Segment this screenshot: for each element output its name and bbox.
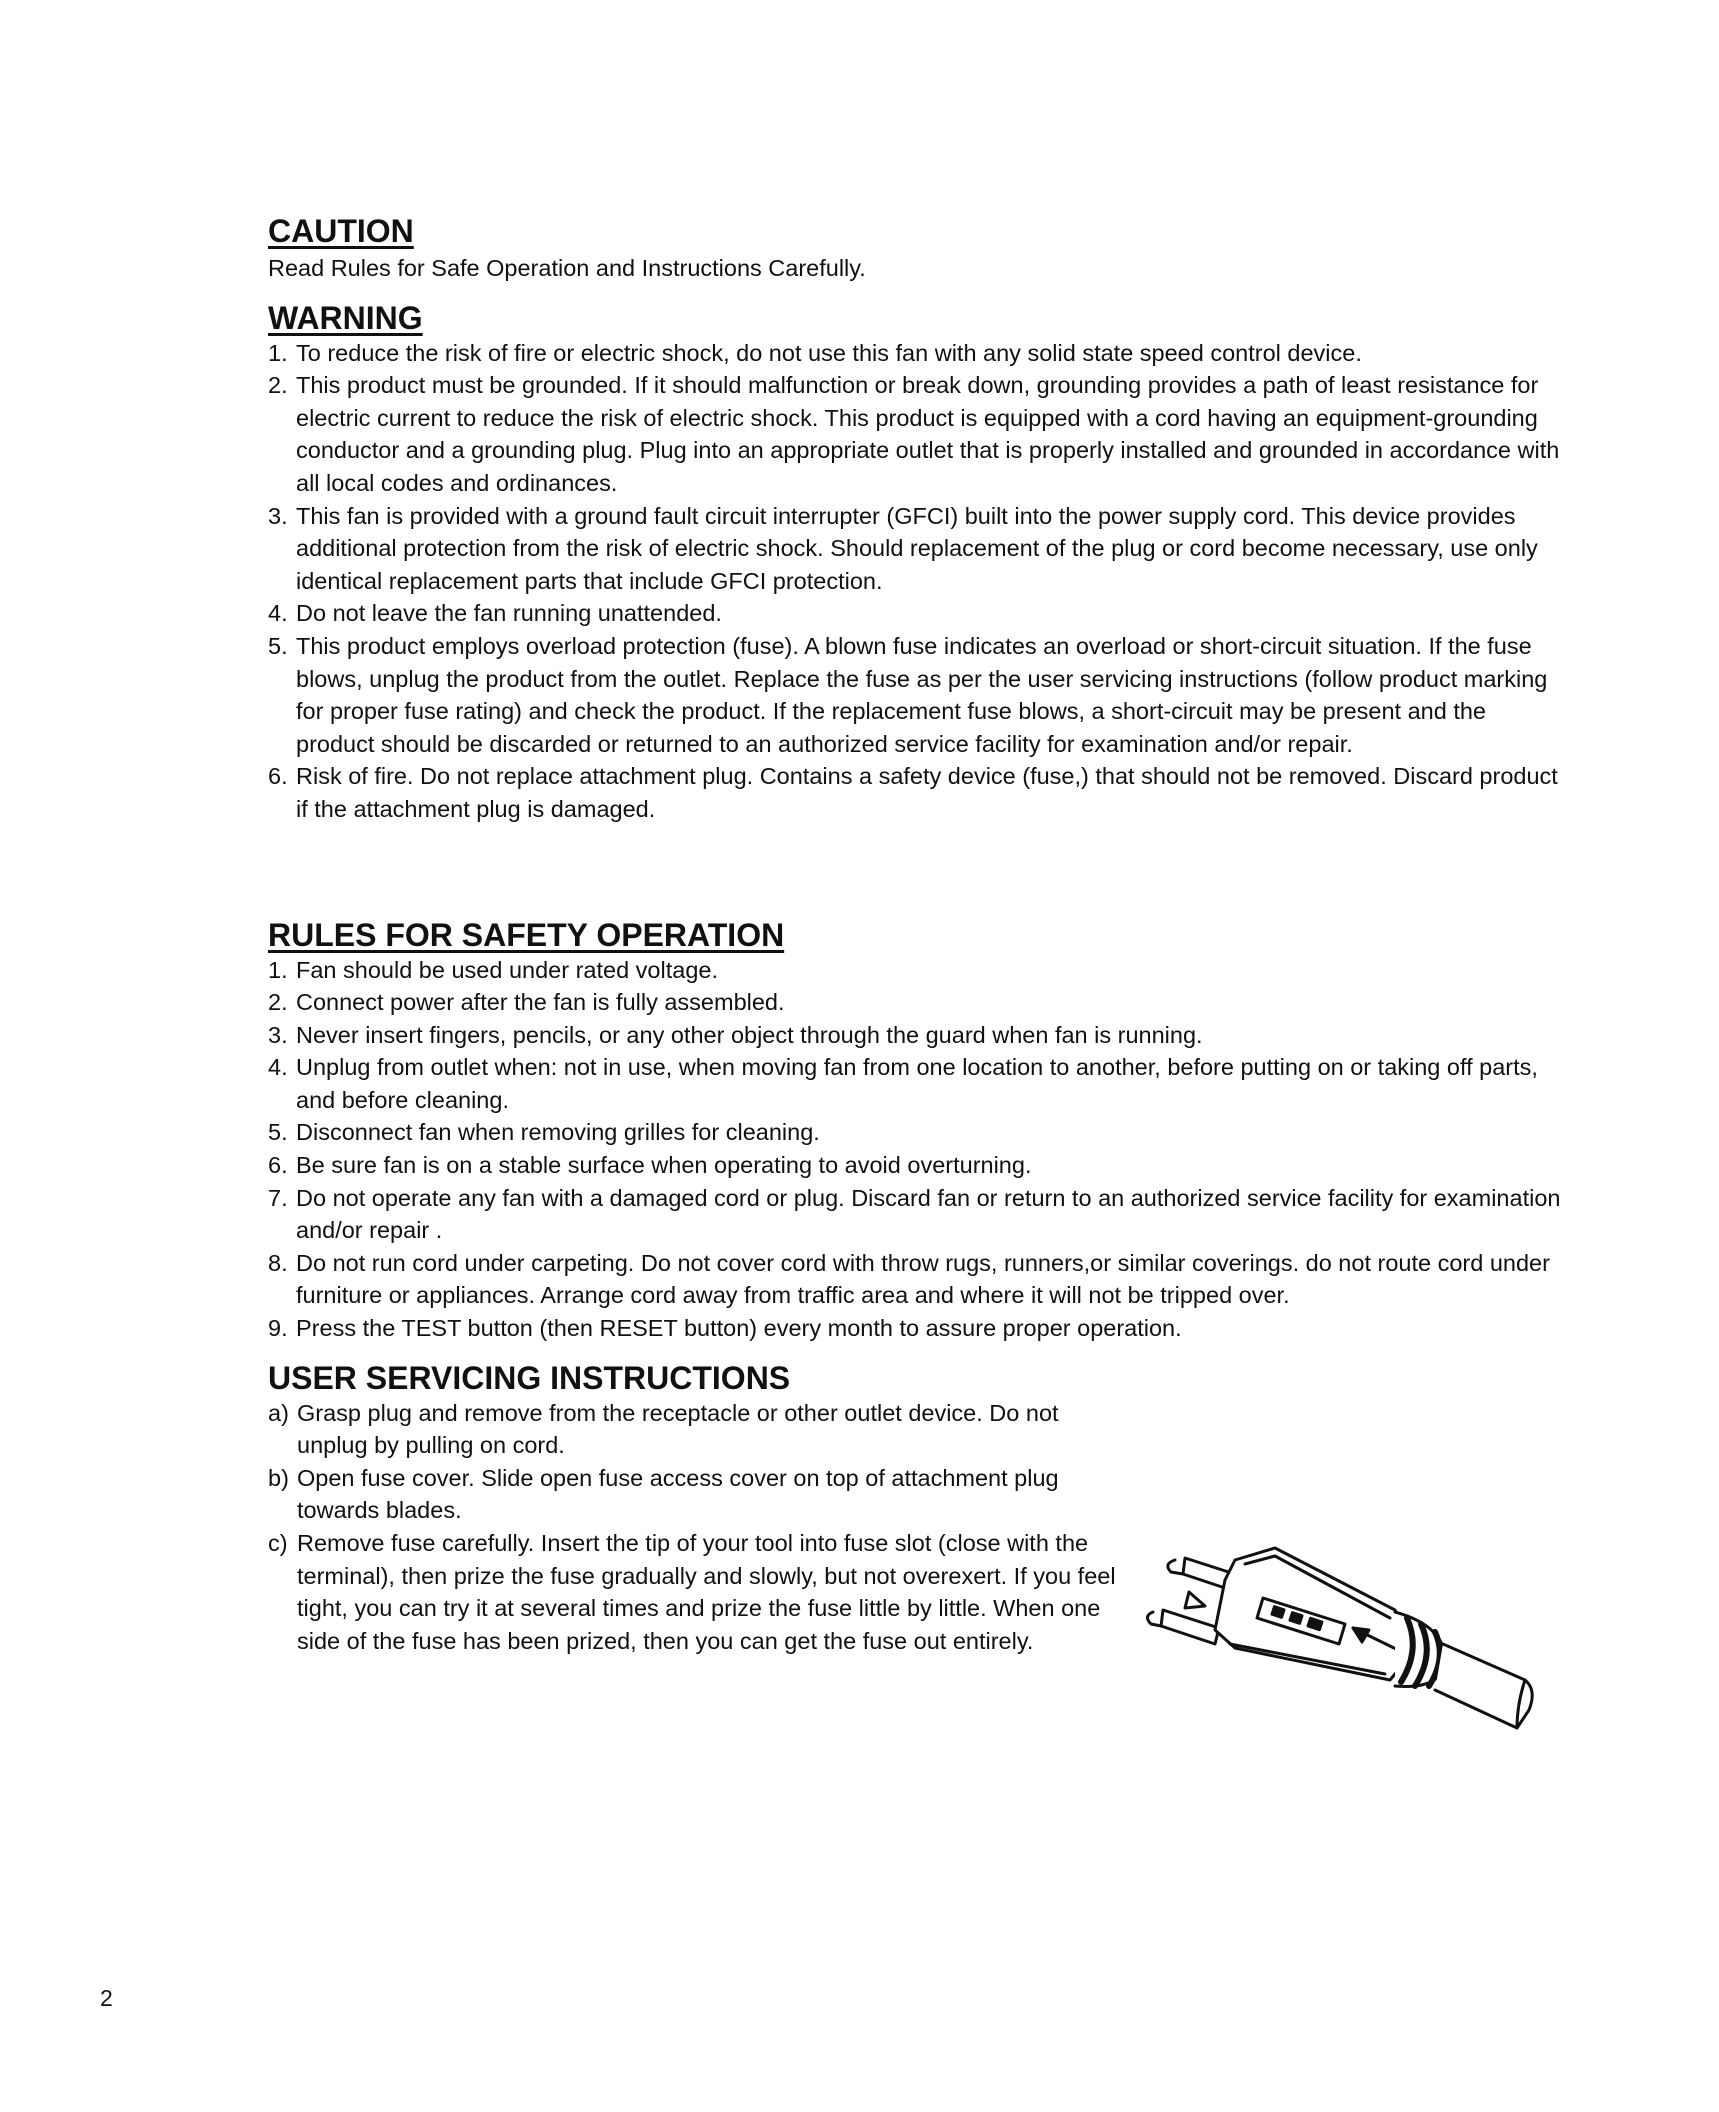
warning-list [268, 337, 1568, 826]
rules-item [268, 1051, 1568, 1116]
item-text: Do not operate any fan with a damaged cord or plug. Discard fan or return to an authorized service facility for examination and/or repair . [296, 1184, 1561, 1244]
item-text: This product must be grounded. If it should malfunction or break down, grounding provides a path of least resistance for electric current to reduce the risk of electric shock. This product is equipped with a cord having an equipment-grounding conductor and a grounding plug. Plug into an appropriate outlet that is properly installed and grounded in accordance with all local codes and ordinances. [296, 372, 1560, 496]
warning-item [268, 337, 1568, 370]
item-text: Never insert fingers, pencils, or any other object through the guard when fan is running. [296, 1021, 1203, 1048]
item-text: To reduce the risk of fire or electric shock, do not use this fan with any solid state speed control device. [296, 339, 1362, 366]
item-number: 5. [268, 632, 288, 659]
rules-item [268, 1247, 1568, 1312]
rules-section [268, 916, 1568, 1345]
item-text: Press the TEST button (then RESET button) every month to assure proper operation. [296, 1315, 1182, 1342]
user-servicing-item [268, 1462, 1118, 1527]
warning-item [268, 597, 1568, 630]
item-number: 6. [268, 1152, 288, 1179]
rules-item [268, 1019, 1568, 1052]
item-text: Remove fuse carefully. Insert the tip of your tool into fuse slot (close with the terminal), then prize the fuse gradually and slowly, but not overexert. If you feel tight, you can try it at several times and prize the fuse little by little. When one side of the fuse has been prized, then you can get the fuse out entirely. [297, 1530, 1116, 1654]
item-number: 6. [268, 763, 288, 790]
item-text: Disconnect fan when removing grilles for cleaning. [296, 1119, 820, 1146]
page-content [268, 212, 1568, 1657]
user-servicing-item [268, 1527, 1118, 1657]
item-number: 1. [268, 956, 288, 983]
warning-section [268, 299, 1568, 826]
item-text: Grasp plug and remove from the receptacle or other outlet device. Do not unplug by pulling on cord. [297, 1399, 1059, 1459]
warning-item [268, 369, 1568, 499]
item-text: Fan should be used under rated voltage. [296, 956, 718, 983]
item-text: This product employs overload protection (fuse). A blown fuse indicates an overload or short-circuit situation. If the fuse blows, unplug the product from the outlet. Replace the fuse as per the user servicing instructions (follow product marking for proper fuse rating) and check the product. If the replacement fuse blows, a short-circuit may be present and the product should be discarded or returned to an authorized service facility for examination and/or repair. [296, 632, 1548, 757]
warning-item [268, 760, 1568, 825]
item-text: Unplug from outlet when: not in use, when moving fan from one location to another, before putting on or taking off parts, and before cleaning. [296, 1054, 1538, 1113]
warning-heading: WARNING [268, 299, 423, 336]
plug-fuse-illustration-icon [1145, 1540, 1535, 1760]
rules-item [268, 1182, 1568, 1247]
item-letter: a) [268, 1399, 289, 1426]
caution-heading: CAUTION [268, 213, 414, 249]
item-number: 2. [268, 372, 288, 399]
rules-item [268, 954, 1568, 987]
item-text: Do not run cord under carpeting. Do not cover cord with throw rugs, runners,or similar coverings. do not route cord under furniture or appliances. Arrange cord away from traffic area and where it will not be tripped over. [296, 1249, 1550, 1309]
rules-item [268, 1116, 1568, 1149]
caution-text: Read Rules for Safe Operation and Instructions Carefully. [268, 255, 866, 281]
item-letter: c) [268, 1530, 288, 1556]
page-number: 2 [100, 1985, 113, 2011]
item-text: Connect power after the fan is fully assembled. [296, 989, 785, 1016]
item-letter: b) [268, 1464, 289, 1491]
rules-list [268, 954, 1568, 1345]
item-number: 1. [268, 339, 288, 366]
item-number: 9. [268, 1315, 288, 1342]
rules-item [268, 1149, 1568, 1182]
item-text: Be sure fan is on a stable surface when operating to avoid overturning. [296, 1152, 1032, 1179]
item-number: 2. [268, 989, 288, 1016]
item-number: 4. [268, 600, 288, 627]
item-number: 8. [268, 1249, 288, 1276]
user-servicing-list [268, 1397, 1118, 1658]
item-number: 3. [268, 1021, 288, 1048]
item-text: Do not leave the fan running unattended. [296, 600, 722, 627]
item-number: 3. [268, 502, 288, 529]
item-text: This fan is provided with a ground fault circuit interrupter (GFCI) built into the power supply cord. This device provides additional protection from the risk of electric shock. Should replacement of the plug or cord become necessary, use only identical replacement parts that include GFCI protection. [296, 502, 1538, 594]
rules-item [268, 986, 1568, 1019]
item-text: Risk of fire. Do not replace attachment plug. Contains a safety device (fuse,) that should not be removed. Discard product if the attachment plug is damaged. [296, 763, 1558, 822]
item-number: 7. [268, 1184, 288, 1211]
user-servicing-heading: USER SERVICING INSTRUCTIONS [268, 1359, 791, 1396]
rules-item [268, 1312, 1568, 1345]
item-number: 5. [268, 1119, 288, 1146]
caution-section [268, 212, 1568, 285]
rules-heading: RULES FOR SAFETY OPERATION [268, 916, 785, 953]
user-servicing-item [268, 1397, 1118, 1462]
warning-item [268, 500, 1568, 598]
warning-item [268, 630, 1568, 760]
item-text: Open fuse cover. Slide open fuse access cover on top of attachment plug towards blades. [297, 1464, 1059, 1524]
item-number: 4. [268, 1054, 288, 1081]
